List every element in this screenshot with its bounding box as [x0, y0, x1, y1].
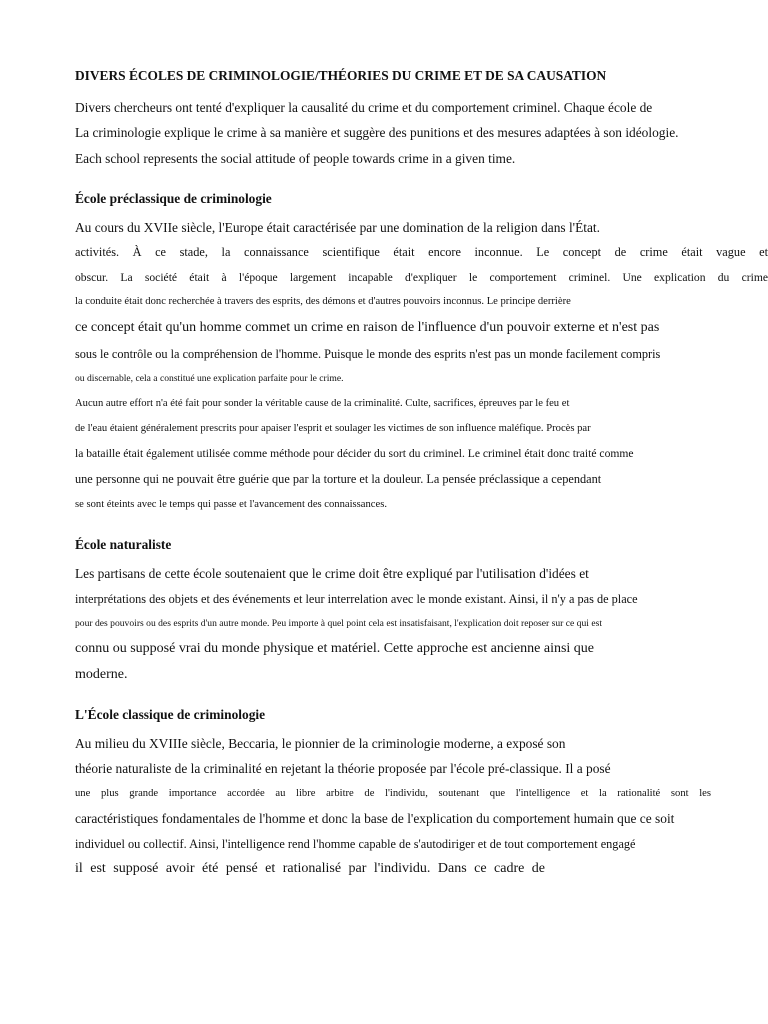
- paragraph-line: individuel ou collectif. Ainsi, l'intelligence rend l'homme capable de s'autodiriger et de tout comportement engagé: [75, 837, 636, 851]
- paragraph-line: Au cours du XVIIe siècle, l'Europe était caractérisée par une domination de la religion dans l'État.: [75, 220, 601, 235]
- section-heading: École préclassique de criminologie: [75, 191, 272, 206]
- paragraph-line: sous le contrôle ou la compréhension de l'homme. Puisque le monde des esprits n'est pas un monde facilement compris: [75, 347, 661, 361]
- paragraph-line: connu ou supposé vrai du monde physique et matériel. Cette approche est ancienne ainsi que: [75, 641, 595, 656]
- paragraph-line: pour des pouvoirs ou des esprits d'un autre monde. Peu importe à quel point cela est insatisfaisant, l'explication doit reposer sur ce qui est: [75, 618, 602, 629]
- section-heading: École naturaliste: [75, 537, 172, 552]
- paragraph-line: activités. À ce stade, la connaissance scientifique était encore inconnue. Le concept de crime était vague et: [75, 245, 768, 259]
- paragraph-line: la bataille était également utilisée comme méthode pour décider du sort du criminel. Le criminel était donc traité comme: [75, 447, 634, 460]
- paragraph-line: ou discernable, cela a constitué une explication parfaite pour le crime.: [75, 373, 344, 384]
- intro-line: La criminologie explique le crime à sa manière et suggère des punitions et des mesures adaptées à son idéologie.: [75, 125, 679, 140]
- paragraph-line: théorie naturaliste de la criminalité en rejetant la théorie proposée par l'école pré-classique. Il a posé: [75, 761, 611, 776]
- paragraph-line: moderne.: [75, 667, 128, 682]
- paragraph-line: obscur. La société était à l'époque largement incapable d'expliquer le comportement criminel. Une explication du crime: [75, 271, 768, 284]
- paragraph-line: la conduite était donc recherchée à travers des esprits, des démons et d'autres pouvoirs inconnus. Le principe derrière: [75, 296, 571, 307]
- intro-line: Divers chercheurs ont tenté d'expliquer la causalité du crime et du comportement criminel. Chaque école de: [75, 100, 653, 115]
- paragraph-line: se sont éteints avec le temps qui passe et l'avancement des connaissances.: [75, 499, 387, 510]
- paragraph-line: ce concept était qu'un homme commet un crime en raison de l'influence d'un pouvoir externe et n'est pas: [75, 320, 660, 335]
- paragraph-line: Aucun autre effort n'a été fait pour sonder la véritable cause de la criminalité. Culte, sacrifices, épreuves par le feu et: [75, 398, 570, 409]
- paragraph-line: il est supposé avoir été pensé et rationalisé par l'individu. Dans ce cadre de: [75, 861, 545, 876]
- paragraph-line: de l'eau étaient généralement prescrits pour apaiser l'esprit et soulager les victimes de son influence maléfique. Procès par: [75, 423, 591, 434]
- intro-line: Each school represents the social attitude of people towards crime in a given time.: [75, 151, 516, 166]
- paragraph-line: interprétations des objets et des événements et leur interrelation avec le monde existant. Ainsi, il n'y a pas de place: [75, 592, 638, 606]
- paragraph-line: Les partisans de cette école soutenaient que le crime doit être expliqué par l'utilisation d'idées et: [75, 566, 589, 581]
- document-title: DIVERS ÉCOLES DE CRIMINOLOGIE/THÉORIES DU CRIME ET DE SA CAUSATION: [75, 68, 607, 83]
- paragraph-line: caractéristiques fondamentales de l'homme et donc la base de l'explication du comportement humain que ce soit: [75, 811, 675, 826]
- section-heading: L'École classique de criminologie: [75, 707, 266, 722]
- paragraph-line: Au milieu du XVIIIe siècle, Beccaria, le pionnier de la criminologie moderne, a exposé son: [75, 736, 566, 751]
- paragraph-line: une personne qui ne pouvait être guérie que par la torture et la douleur. La pensée préclassique a cependant: [75, 472, 602, 486]
- paragraph-line: une plus grande importance accordée au libre arbitre de l'individu, soutenant que l'intelligence et la rationalité sont les: [75, 788, 711, 799]
